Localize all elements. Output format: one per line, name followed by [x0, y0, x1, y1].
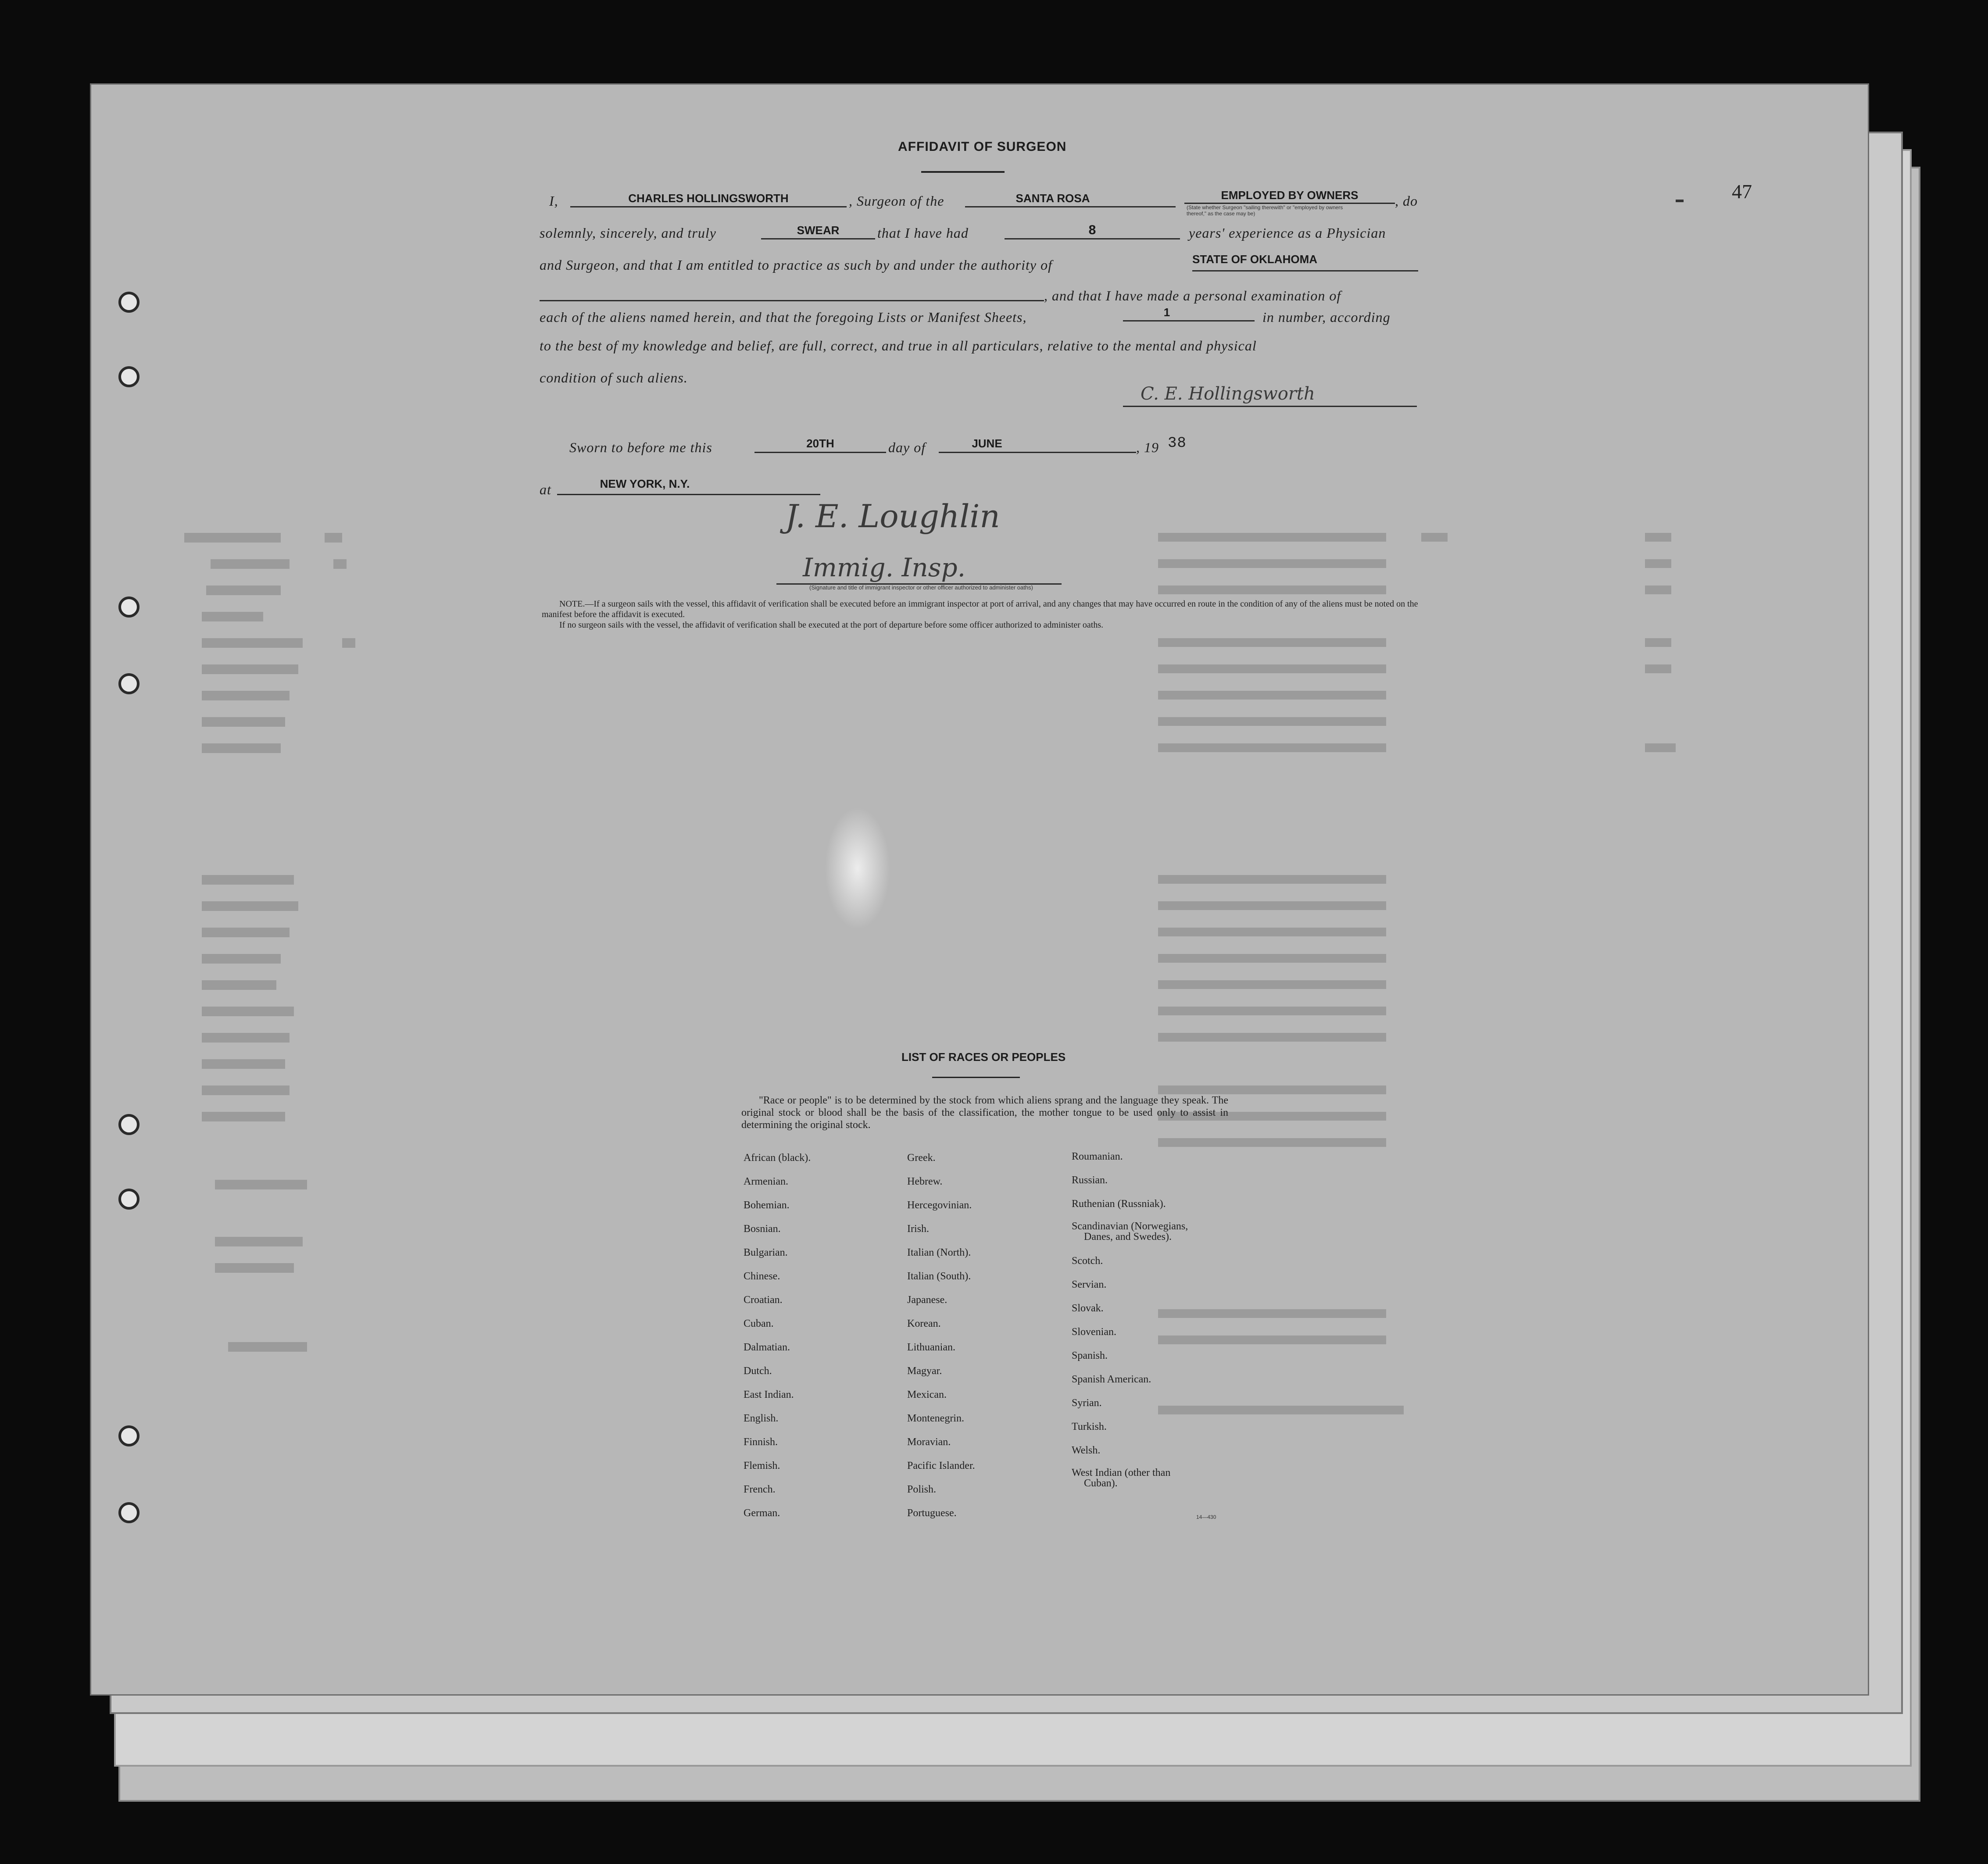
- photo-glare: [825, 807, 890, 930]
- underline: [754, 452, 886, 453]
- races-column-1: [744, 1146, 811, 1525]
- race-item: Lithuanian.: [907, 1342, 955, 1353]
- underline: [1005, 238, 1180, 239]
- affidavit-text: Sworn to before me this: [569, 439, 712, 455]
- note-paragraph: NOTE.—If a surgeon sails with the vessel, this affidavit of verification shall be executed before an immigrant inspector at port of arrival, and any changes that may have occurred en route in the condition of any of the aliens must be noted on the manifest before the affidavit is executed.: [542, 599, 1418, 619]
- race-item: Cuban.: [744, 1318, 774, 1329]
- affidavit-text: , Surgeon of the: [849, 193, 944, 209]
- race-item: Italian (South).: [907, 1271, 971, 1282]
- affidavit-text: day of: [888, 439, 926, 455]
- race-item: Bulgarian.: [744, 1247, 788, 1258]
- affidavit-text: and Surgeon, and that I am entitled to practice as such by and under the authority of: [540, 257, 1052, 273]
- race-item: Dutch.: [744, 1365, 772, 1377]
- sworn-year: 38: [1168, 435, 1187, 452]
- punch-hole: [118, 1189, 139, 1210]
- affidavit-text: solemnly, sincerely, and truly: [540, 225, 716, 241]
- affidavit-text: that I have had: [877, 225, 969, 241]
- manifest-sheet-count: 1: [1163, 306, 1170, 319]
- affidavit-title: AFFIDAVIT OF SURGEON: [898, 139, 1067, 154]
- race-item: Slovenian.: [1072, 1326, 1116, 1338]
- punch-hole: [118, 366, 139, 387]
- underline: [965, 206, 1176, 207]
- punch-hole: [118, 1114, 139, 1135]
- surgeon-signature: C. E. Hollingsworth: [1141, 384, 1315, 404]
- underline: [1123, 320, 1255, 321]
- races-title: LIST OF RACES OR PEOPLES: [901, 1050, 1066, 1064]
- affidavit-note: [542, 599, 1419, 630]
- years-experience: 8: [1088, 223, 1096, 237]
- underline: [1192, 270, 1418, 271]
- race-item: Japanese.: [907, 1294, 948, 1306]
- note-paragraph: If no surgeon sails with the vessel, the affidavit of verification shall be executed at the port of departure before some officer authorized to administer oaths.: [559, 620, 1104, 630]
- race-item: Greek.: [907, 1152, 936, 1164]
- race-item: Italian (North).: [907, 1247, 971, 1258]
- race-item: Mexican.: [907, 1389, 947, 1400]
- race-item-line: Danes, and Swedes).: [1084, 1231, 1172, 1243]
- race-item: Slovak.: [1072, 1303, 1104, 1314]
- race-item: Ruthenian (Russniak).: [1072, 1198, 1166, 1210]
- punch-hole: [118, 596, 139, 618]
- punch-hole: [118, 1502, 139, 1523]
- surgeon-capacity: EMPLOYED BY OWNERS: [1221, 189, 1359, 202]
- surgeon-name: CHARLES HOLLINGSWORTH: [628, 192, 789, 205]
- races-rule: [932, 1077, 1020, 1078]
- race-item-line: Cuban).: [1084, 1478, 1118, 1489]
- race-item: Bosnian.: [744, 1223, 781, 1235]
- affidavit-text: at: [540, 482, 551, 497]
- race-item: Spanish.: [1072, 1350, 1108, 1361]
- affidavit-text: to the best of my knowledge and belief, are full, correct, and true in all particulars, relative to the mental and physical: [540, 338, 1257, 354]
- inspector-title: Immig. Insp.: [803, 553, 966, 582]
- races-description: [741, 1094, 1228, 1131]
- underline: [570, 206, 847, 207]
- race-item: African (black).: [744, 1152, 811, 1164]
- race-item: Dalmatian.: [744, 1342, 790, 1353]
- punch-hole: [118, 292, 139, 313]
- race-item: Portuguese.: [907, 1507, 957, 1519]
- race-item-line: West Indian (other than: [1072, 1467, 1171, 1478]
- inspector-caption: (Signature and title of immigrant inspector or other officer authorized to administer oaths): [809, 584, 1033, 591]
- affidavit-text: condition of such aliens.: [540, 370, 688, 386]
- race-item: East Indian.: [744, 1389, 794, 1400]
- capacity-note: (State whether Surgeon "sailing therewith" or "employed by owners thereof," as the case may be): [1187, 204, 1343, 217]
- race-item: Croatian.: [744, 1294, 783, 1306]
- affidavit-text: , 19: [1136, 439, 1159, 455]
- race-item: Roumanian.: [1072, 1151, 1123, 1162]
- affidavit-text: in number, according: [1262, 309, 1391, 325]
- race-item: Hercegovinian.: [907, 1200, 972, 1211]
- race-item: Chinese.: [744, 1271, 780, 1282]
- race-item: Pacific Islander.: [907, 1460, 975, 1471]
- form-number: 14—430: [1196, 1514, 1216, 1520]
- affidavit-text: , and that I have made a personal examination of: [1044, 288, 1341, 304]
- race-item: Scotch.: [1072, 1255, 1103, 1267]
- bleed-through-left: [97, 439, 491, 1491]
- race-item: Finnish.: [744, 1436, 778, 1448]
- page-number: 47: [1732, 180, 1752, 203]
- race-item-line: Scandinavian (Norwegians,: [1072, 1221, 1188, 1232]
- race-item-scandinavian: [1072, 1216, 1188, 1249]
- sworn-day: 20TH: [806, 437, 834, 450]
- races-description-text: "Race or people" is to be determined by the stock from which aliens sprang and the language they speak. The original stock or blood shall be the basis of the classification, the mother tongue to be used only to assist in determining the original stock.: [741, 1095, 1228, 1131]
- race-item: English.: [744, 1413, 779, 1424]
- race-item: Welsh.: [1072, 1445, 1101, 1456]
- race-item: Spanish American.: [1072, 1374, 1151, 1385]
- race-item: Polish.: [907, 1484, 937, 1495]
- race-item-west-indian: [1072, 1462, 1188, 1496]
- race-item: Moravian.: [907, 1436, 951, 1448]
- underline: [557, 494, 820, 495]
- affidavit-text: I,: [549, 193, 558, 209]
- race-item: Syrian.: [1072, 1397, 1102, 1409]
- title-rule: [921, 171, 1005, 173]
- punch-hole: [118, 673, 139, 694]
- race-item: Servian.: [1072, 1279, 1107, 1290]
- licensing-authority: STATE OF OKLAHOMA: [1192, 253, 1318, 266]
- race-item: French.: [744, 1484, 776, 1495]
- race-item: Irish.: [907, 1223, 929, 1235]
- sworn-month: JUNE: [972, 437, 1002, 450]
- underline: [1184, 203, 1395, 204]
- race-item: Russian.: [1072, 1175, 1108, 1186]
- underline: [540, 300, 1044, 301]
- race-item: Montenegrin.: [907, 1413, 964, 1424]
- underline: [761, 238, 875, 239]
- race-item: Bohemian.: [744, 1200, 790, 1211]
- ship-name: SANTA ROSA: [1015, 192, 1090, 205]
- affidavit-text: , do: [1395, 193, 1418, 209]
- race-item: Korean.: [907, 1318, 941, 1329]
- race-item: Hebrew.: [907, 1176, 943, 1187]
- races-column-3: [1072, 1145, 1188, 1496]
- inspector-signature: J. E. Loughlin: [785, 498, 1000, 535]
- races-column-2: [907, 1146, 975, 1525]
- bleed-through-right: [1141, 439, 1755, 1491]
- race-item: Turkish.: [1072, 1421, 1107, 1432]
- sworn-place: NEW YORK, N.Y.: [600, 477, 690, 490]
- signature-line: [1123, 406, 1417, 407]
- underline: [939, 452, 1136, 453]
- affidavit-text: each of the aliens named herein, and that the foregoing Lists or Manifest Sheets,: [540, 309, 1027, 325]
- oath-type: SWEAR: [797, 224, 840, 237]
- race-item: Armenian.: [744, 1176, 788, 1187]
- race-item: Flemish.: [744, 1460, 780, 1471]
- race-item: Magyar.: [907, 1365, 942, 1377]
- margin-dash: [1676, 200, 1684, 202]
- punch-hole: [118, 1425, 139, 1446]
- race-item: German.: [744, 1507, 780, 1519]
- affidavit-text: years' experience as a Physician: [1189, 225, 1386, 241]
